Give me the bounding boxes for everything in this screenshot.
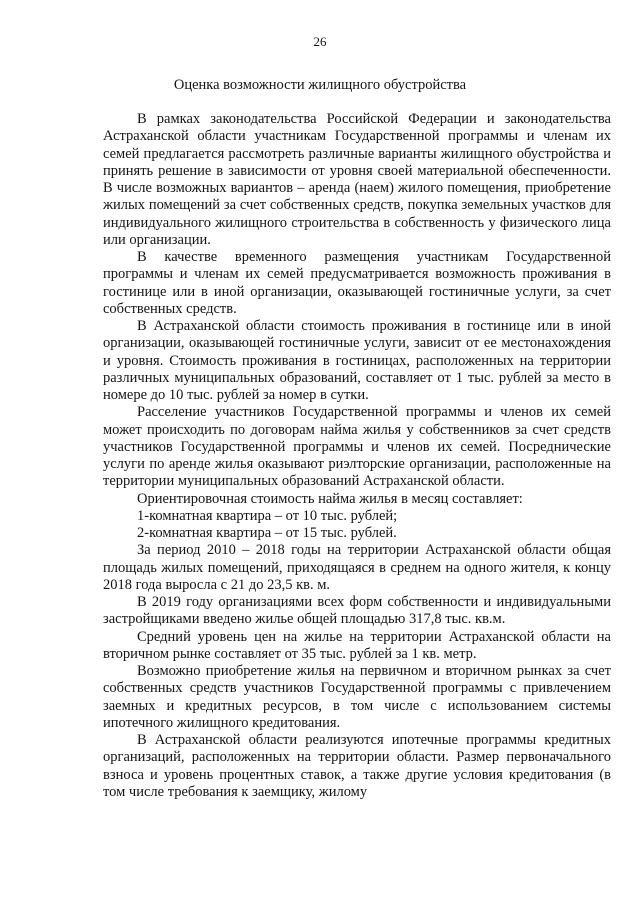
section-title: Оценка возможности жилищного обустройства <box>173 77 467 93</box>
paragraph: Возможно приобретение жилья на первичном и вторичном рынках за счет собственных средств участников Государственной программы с привлечением заемных и кредитных ресурсов, в том числе с использованием системы ипотечного жилищного кредитования. <box>103 663 611 731</box>
paragraph: Расселение участников Государственной программы и членов их семей может происходить по договорам найма жилья у собственников за счет средств участников Государственной программы и членов их семей. Посреднические услуги по аренде жилья оказывают риэлторские организации, расположенные на территории муниципальных образований Астраханской области. <box>103 404 611 490</box>
paragraph: В рамках законодательства Российской Федерации и законодательства Астраханской области участникам Государственной программы и членам их семей предлагается рассмотреть различные варианты жилищного обустройства и принять решение в зависимости от уровня своей материальной обеспеченности. В числе возможных вариантов – аренда (наем) жилого помещения, приобретение жилых помещений за счет собственных средств, покупка земельных участков для индивидуального жилищного строительства в собственность у физического лица или организации. <box>103 111 611 248</box>
paragraph: Ориентировочная стоимость найма жилья в месяц составляет: <box>137 490 523 507</box>
paragraph: В Астраханской области стоимость проживания в гостинице или в иной организации, оказывающей гостиничные услуги, зависит от ее местонахождения и уровня. Стоимость проживания в гостиницах, расположенных на территории различных муниципальных образований, составляет от 1 тыс. рублей за место в номере до 10 тыс. рублей за номер в сутки. <box>103 318 611 403</box>
paragraph: В 2019 году организациями всех форм собственности и индивидуальными застройщиками введено жилье общей площадью 317,8 тыс. кв.м. <box>103 594 611 628</box>
page-number: 26 <box>313 34 327 49</box>
list-item: 1-комнатная квартира – от 10 тыс. рублей; <box>137 507 398 524</box>
paragraph: В качестве временного размещения участникам Государственной программы и членам их семей предусматривается возможность проживания в гостинице или в иной организации, оказывающей гостиничные услуги, за счет собственных средств. <box>103 249 611 317</box>
list-item: 2-комнатная квартира – от 15 тыс. рублей. <box>137 525 397 541</box>
paragraph: В Астраханской области реализуются ипотечные программы кредитных организаций, расположенных на территории области. Размер первоначального взноса и уровень процентных ставок, а также другие условия кредитования (в том числе требования к заемщику, жилому <box>103 732 611 800</box>
paragraph: За период 2010 – 2018 годы на территории Астраханской области общая площадь жилых помещений, приходящаяся в среднем на одного жителя, к концу 2018 года выросла с 21 до 23,5 кв. м. <box>103 542 611 593</box>
body-text <box>103 111 611 801</box>
paragraph: Средний уровень цен на жилье на территории Астраханской области на вторичном рынке составляет от 35 тыс. рублей за 1 кв. метр. <box>103 628 611 662</box>
